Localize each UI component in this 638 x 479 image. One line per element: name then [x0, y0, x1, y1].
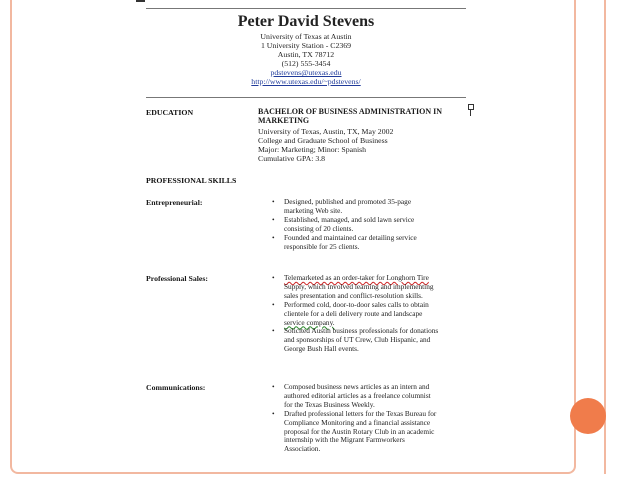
- resume-name: Peter David Stevens: [237, 13, 375, 30]
- sales-bullet-list: [272, 273, 484, 354]
- entrepreneurial-bullet-list: [272, 197, 484, 251]
- bullet-dot: •: [272, 326, 275, 336]
- education-college: College and Graduate School of Business: [258, 136, 388, 145]
- bullet-item: • Performed cold, door-to-door sales calls to obtain clientele for a deli delivery route and landscape service company.: [272, 299, 429, 327]
- contact-university: University of Texas at Austin: [260, 32, 352, 41]
- header-rule: [146, 97, 466, 98]
- bullet-dot: •: [272, 232, 275, 242]
- education-heading: EDUCATION: [146, 108, 194, 117]
- bullet-item: • Telemarketed as an order-taker for Longhorn Tire Supply, which involved learning and implementing sales presentation and conflict-resolution skills.: [272, 273, 434, 300]
- education-school: University of Texas, Austin, TX, May 2002: [258, 127, 394, 136]
- degree-title-line2: MARKETING: [258, 116, 310, 125]
- bullet-item: • Composed business news articles as an intern and authored editorial articles as a freelance columnist for the Texas Business Weekly.: [272, 382, 431, 409]
- bullet-item: • Solicited Austin business professionals for donations and sponsorships of UT Crew, Club Hispanic, and George Bush Hall events.: [272, 326, 439, 354]
- bullet-item: • Established, managed, and sold lawn service consisting of 20 clients.: [272, 214, 415, 233]
- bullet-dot: •: [272, 214, 275, 224]
- paragraph-marker-stem: [470, 110, 471, 116]
- contact-phone: (512) 555-3454: [281, 59, 331, 68]
- bullet-item: • Drafted professional letters for the Texas Bureau for Compliance Monitoring and a financial assistance proposal for the Austin Rotary Club in an academic internship with the Migrant Farmworkers Association.: [272, 408, 437, 454]
- skill-group-title-communications: Communications:: [146, 383, 206, 392]
- bullet-dot: •: [272, 197, 275, 206]
- bullet-item: • Designed, published and promoted 35-page marketing Web site.: [272, 197, 412, 215]
- bullet-dot: •: [272, 382, 275, 391]
- contact-website-link[interactable]: http://www.utexas.edu/~pdstevens/: [251, 77, 361, 86]
- skill-group-title-sales: Professional Sales:: [146, 274, 209, 283]
- top-rule: [146, 8, 466, 9]
- skill-group-title-entrepreneurial: Entrepreneurial:: [146, 198, 203, 207]
- communications-bullet-list: [272, 382, 484, 454]
- bullet-dot: •: [272, 273, 275, 282]
- education-gpa: Cumulative GPA: 3.8: [258, 154, 326, 163]
- skills-heading: PROFESSIONAL SKILLS: [146, 176, 237, 185]
- bullet-dot: •: [272, 408, 275, 418]
- contact-station: 1 University Station - C2369: [260, 41, 352, 50]
- contact-city: Austin, TX 78712: [277, 50, 335, 59]
- bullet-item: • Founded and maintained car detailing service responsible for 25 clients.: [272, 232, 417, 251]
- education-major: Major: Marketing; Minor: Spanish: [258, 145, 367, 154]
- degree-title-line1: BACHELOR OF BUSINESS ADMINISTRATION IN: [258, 107, 443, 116]
- bullet-dot: •: [272, 299, 275, 309]
- paragraph-marker-icon: [468, 104, 474, 110]
- contact-email-link[interactable]: pdstevens@utexas.edu: [270, 68, 342, 77]
- text-cursor-mark: [136, 0, 145, 2]
